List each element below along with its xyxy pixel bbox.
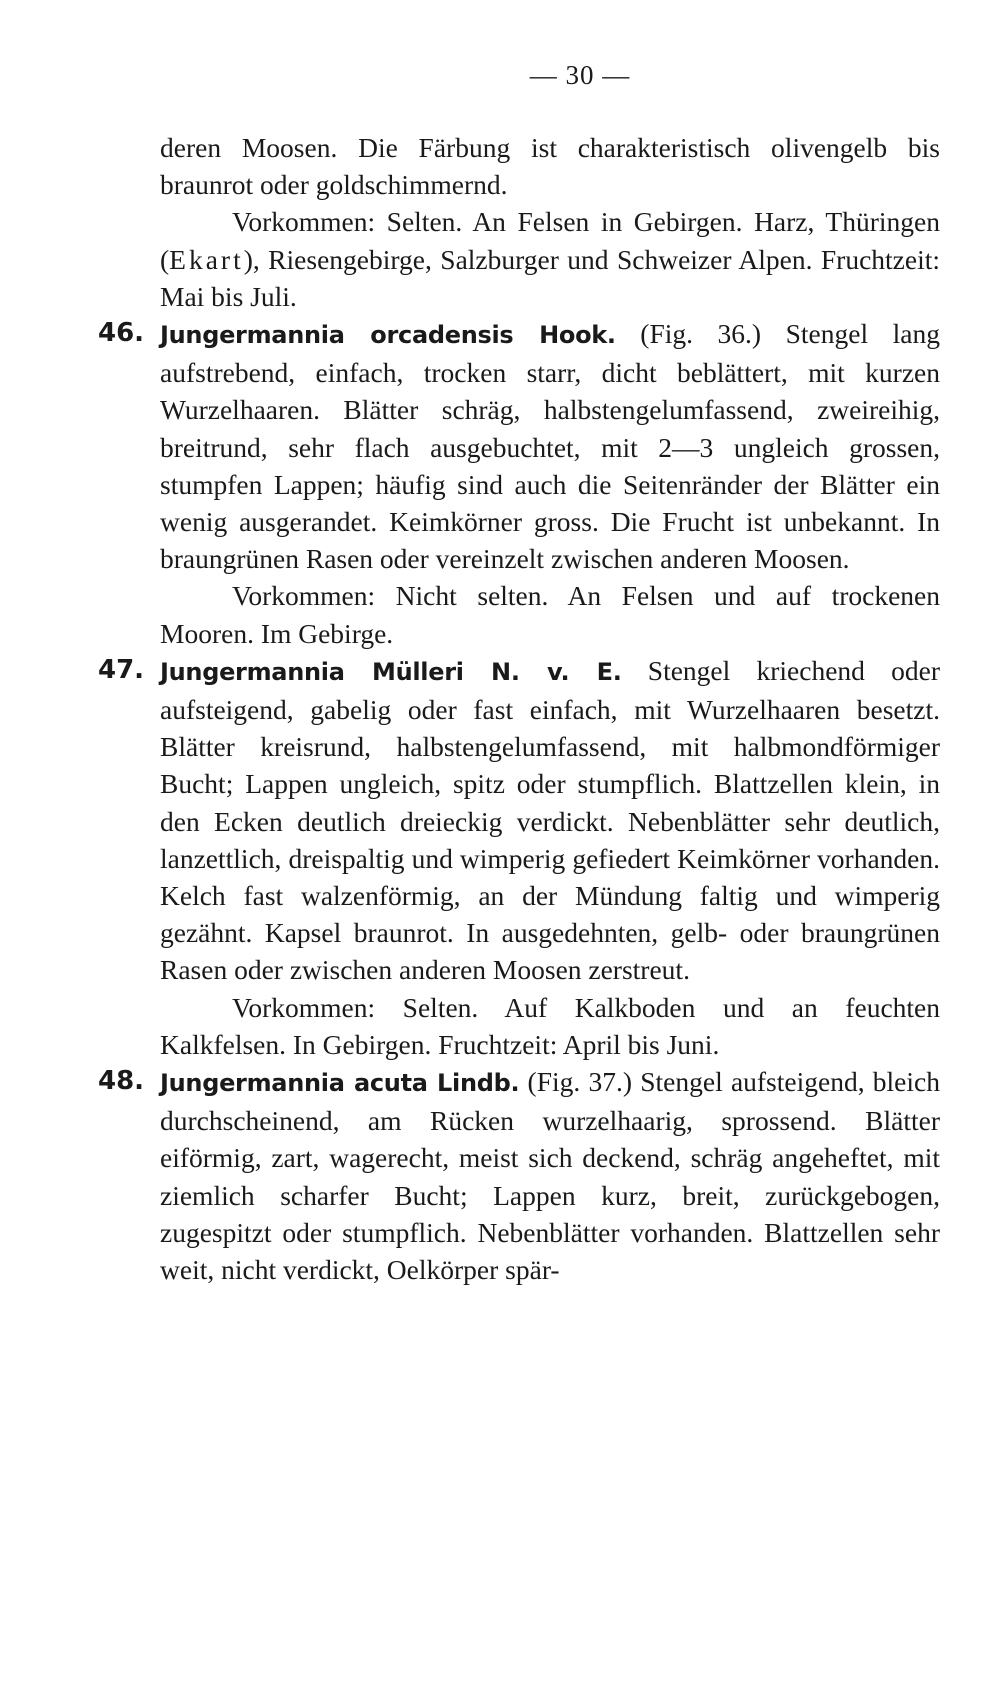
description-paragraph-47 bbox=[160, 652, 940, 989]
occurrence-paragraph-47: Vorkommen: Selten. Auf Kalkboden und an feuchten Kalkfelsen. In Gebirgen. Fruchtzeit: April bis Juni. bbox=[160, 991, 940, 1060]
description-paragraph-46 bbox=[160, 315, 940, 577]
occurrence-text-45-b: ), Riesengebirge, Salzburger und Schweizer Alpen. Fruchtzeit: Mai bis Juli. bbox=[160, 243, 940, 312]
occurrence-paragraph-46: Vorkommen: Nicht selten. An Felsen und auf trockenen Mooren. Im Gebirge. bbox=[160, 580, 940, 649]
continuation-paragraph: deren Moosen. Die Färbung ist charakteristisch olivengelb bis braunrot oder goldschimmernd. bbox=[160, 132, 940, 201]
description-text-46: (Fig. 36.) Stengel lang aufstrebend, einfach, trocken starr, dicht beblättert, mit kurzen Wurzelhaaren. Blätter schräg, halbstengelumfassend, zweireihig, breitrund, sehr flach ausgebuchtet, mit 2—3 ungleich grossen, stumpfen Lappen; häufig sind auch die Seitenränder der Blätter ein wenig ausgerandet. Keimkörner gross. Die Frucht ist unbekannt. In braungrünen Rasen oder vereinzelt zwischen anderen Moosen. bbox=[160, 318, 940, 575]
species-entry-46 bbox=[98, 315, 940, 652]
species-name-48: Jungermannia acuta Lindb. bbox=[160, 1069, 520, 1098]
occurrence-paragraph-45 bbox=[160, 203, 940, 315]
description-paragraph-48 bbox=[160, 1063, 940, 1288]
description-text-48: (Fig. 37.) Stengel aufsteigend, bleich durchscheinend, am Rücken wurzelhaarig, sprossend. Blätter eiförmig, zart, wagerecht, meist sich deckend, schräg angeheftet, mit ziemlich scharfer Bucht; Lappen kurz, breit, zurückgebogen, zugespitzt oder stumpflich. Nebenblätter vorhanden. Blattzellen sehr weit, nicht verdickt, Oelkörper spär- bbox=[160, 1066, 940, 1286]
entry-number-46: 46. bbox=[98, 318, 145, 349]
occurrence-text-45-a: Vorkommen: Selten. An Felsen in Gebirgen. Harz, Thüringen ( bbox=[160, 206, 940, 275]
page-number: — 30 — bbox=[529, 60, 631, 90]
species-entry-48 bbox=[98, 1063, 940, 1288]
description-text-47: Stengel kriechend oder aufsteigend, gabelig oder fast einfach, mit Wurzelhaaren besetzt. Blätter kreisrund, halbstengelumfassend, mit halbmondförmiger Bucht; Lappen ungleich, spitz oder stumpflich. Blattzellen klein, in den Ecken deutlich dreieckig verdickt. Nebenblätter sehr deutlich, lanzettlich, dreispaltig und wimperig gefiedert Keimkörner vorhanden. Kelch fast walzenförmig, an der Mündung faltig und wimperig gezähnt. Kapsel braunrot. In ausgedehnten, gelb- oder braungrünen Rasen oder zwischen anderen Moosen zerstreut. bbox=[160, 654, 940, 986]
species-name-47: Jungermannia Mülleri N. v. E. bbox=[160, 657, 622, 686]
entry-number-48: 48. bbox=[98, 1066, 145, 1097]
book-page bbox=[98, 60, 940, 1288]
entry-number-47: 47. bbox=[98, 654, 145, 685]
species-entry-47 bbox=[98, 652, 940, 1063]
species-name-46: Jungermannia orcadensis Hook. bbox=[160, 321, 616, 350]
collector-name: Ekart bbox=[169, 243, 244, 275]
